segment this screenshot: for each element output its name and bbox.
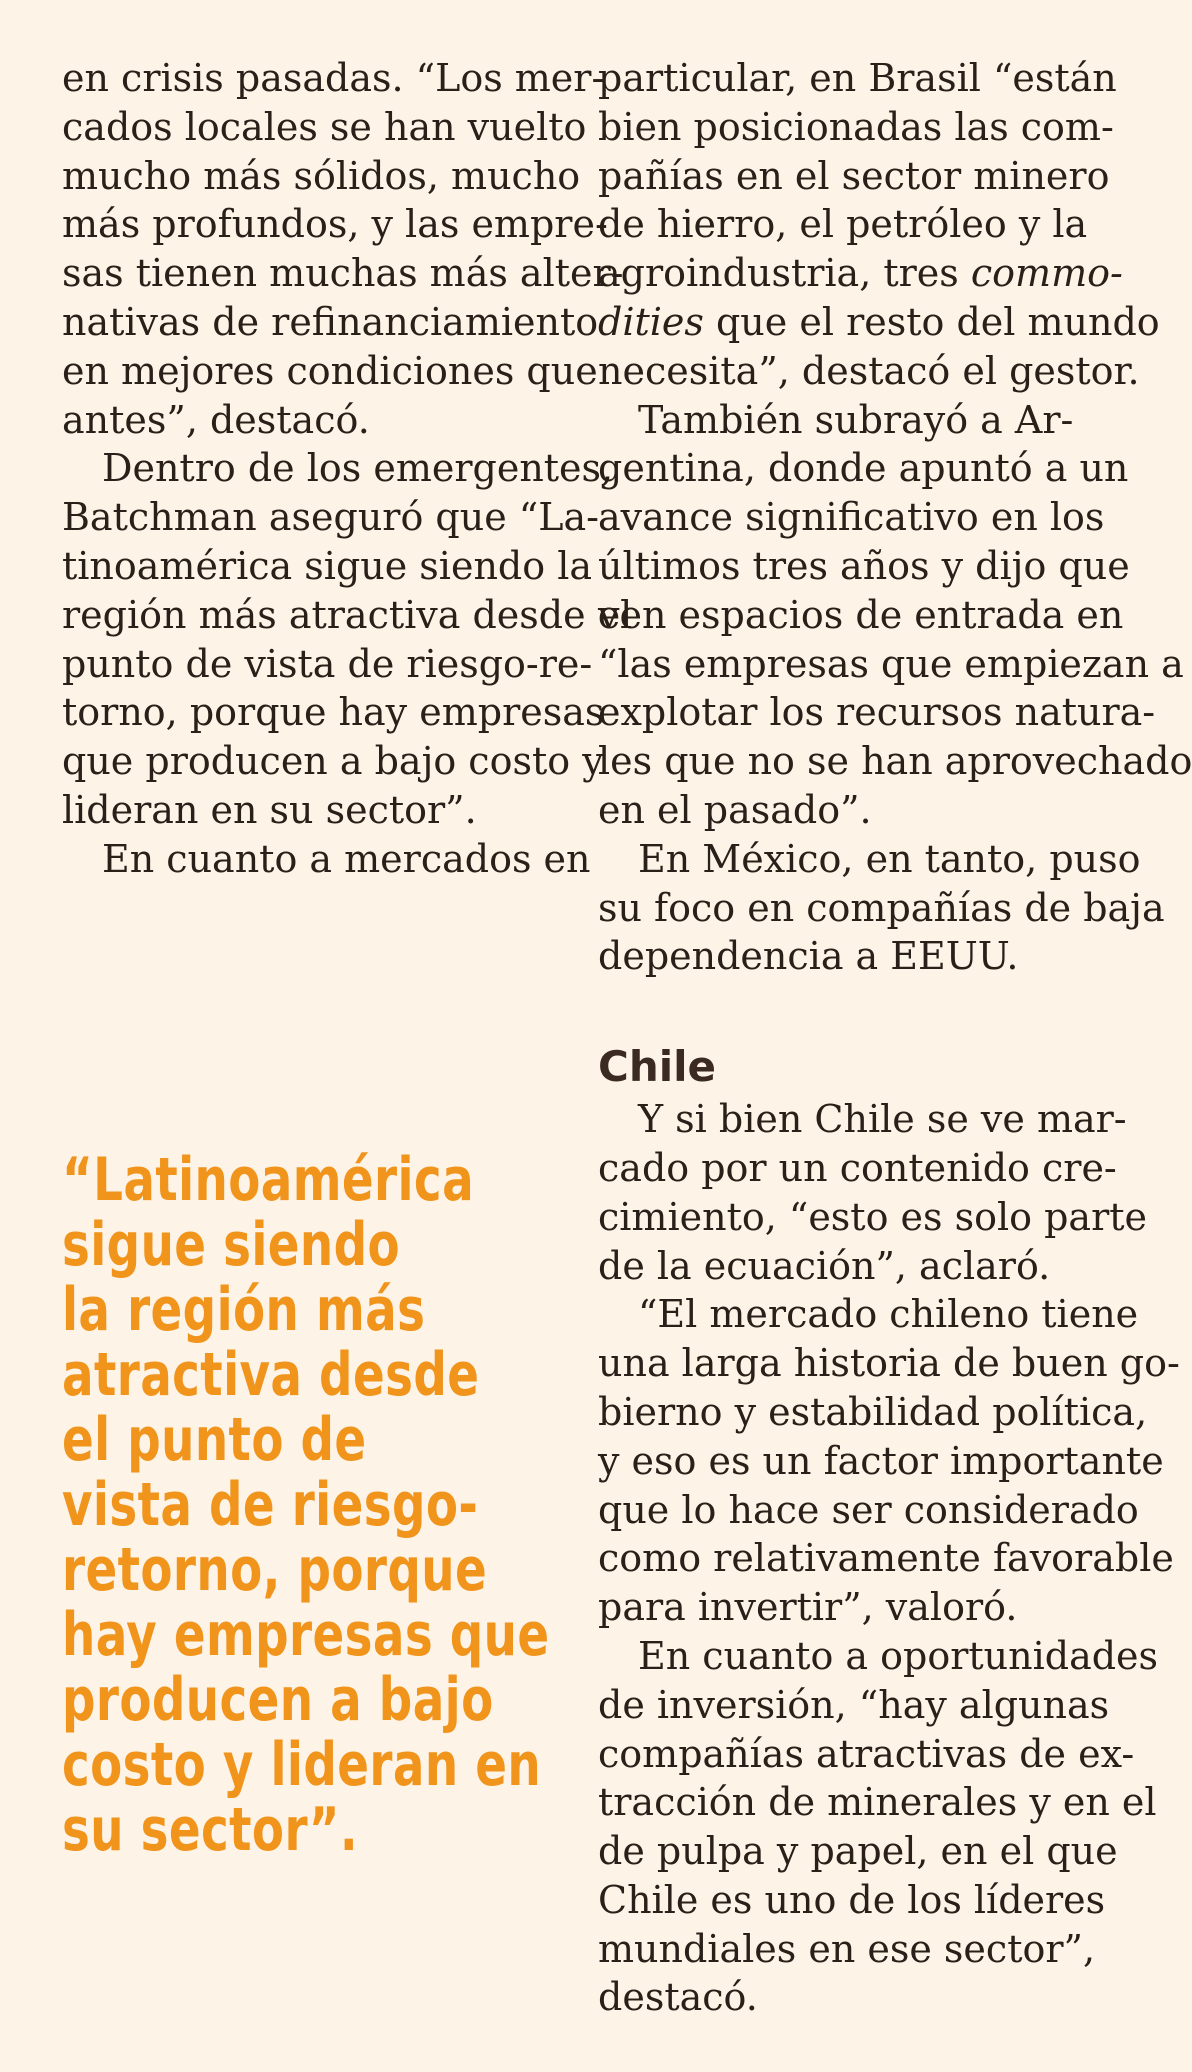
text-line: como relativamente favorable — [598, 1536, 1174, 1581]
pull-quote-line: hay empresas que — [62, 1600, 550, 1670]
text-line — [598, 249, 1123, 298]
right-paragraph-4 — [598, 1095, 1147, 1290]
text-line: En cuanto a mercados en — [102, 836, 591, 881]
text-segment: que el resto del mundo — [703, 299, 1160, 344]
text-line: ven espacios de entrada en — [598, 592, 1124, 637]
italic-term: dities — [598, 299, 704, 344]
pull-quote-line: su sector”. — [62, 1795, 359, 1865]
text-line: lideran en su sector”. — [62, 787, 477, 832]
text-line: destacó. — [598, 1975, 758, 2020]
left-column — [62, 54, 633, 884]
left-paragraph-3 — [62, 835, 591, 884]
text-line: dependencia a EEUU. — [598, 934, 1019, 979]
text-line: cimiento, “esto es solo parte — [598, 1194, 1147, 1239]
text-line: bierno y estabilidad política, — [598, 1389, 1148, 1434]
pull-quote — [62, 1145, 550, 1865]
text-line: También subrayó a Ar- — [638, 397, 1074, 442]
text-line: antes”, destacó. — [62, 397, 370, 442]
text-line: de inversión, “hay algunas — [598, 1682, 1110, 1727]
text-line: sas tienen muchas más alter- — [62, 251, 624, 296]
text-line: mundiales en ese sector”, — [598, 1926, 1096, 1971]
text-line — [598, 298, 1160, 347]
text-line: “las empresas que empiezan a — [598, 641, 1184, 686]
text-line: En México, en tanto, puso — [638, 836, 1141, 881]
pull-quote-line: la región más — [62, 1275, 426, 1345]
text-line: Batchman aseguró que “La- — [62, 495, 599, 540]
text-line: su foco en compañías de baja — [598, 885, 1165, 930]
text-line: Y si bien Chile se ve mar- — [638, 1097, 1127, 1142]
text-line: en mejores condiciones que — [62, 348, 598, 393]
text-line: en el pasado”. — [598, 787, 872, 832]
text-line: pañías en el sector minero — [598, 153, 1110, 198]
text-line: torno, porque hay empresas — [62, 690, 605, 735]
text-line: cados locales se han vuelto — [62, 104, 587, 149]
text-line: les que no se han aprovechado — [598, 739, 1192, 784]
text-line: particular, en Brasil “están — [598, 56, 1117, 100]
text-line: avance significativo en los — [598, 495, 1105, 540]
text-line: “El mercado chileno tiene — [638, 1292, 1139, 1337]
italic-term: commo- — [970, 251, 1123, 296]
text-line: una larga historia de buen go- — [598, 1341, 1180, 1386]
text-line: para invertir”, valoró. — [598, 1585, 1018, 1630]
text-line: de pulpa y papel, en el que — [598, 1829, 1118, 1874]
text-line: En cuanto a oportunidades — [638, 1633, 1159, 1678]
text-line: gentina, donde apuntó a un — [598, 446, 1129, 491]
right-paragraph-5 — [598, 1290, 1180, 1632]
text-line: de la ecuación”, aclaró. — [598, 1243, 1051, 1288]
text-segment: agroindustria, tres — [598, 251, 959, 296]
section-spacer — [598, 981, 1080, 1039]
left-paragraph-2 — [62, 444, 633, 834]
section-heading: Chile — [598, 1042, 717, 1092]
right-paragraph-2 — [598, 396, 1192, 835]
pull-quote-line: costo y lideran en — [62, 1730, 542, 1800]
text-line: compañías atractivas de ex- — [598, 1731, 1135, 1776]
pull-quote-line: atractiva desde — [62, 1340, 480, 1410]
text-line: y eso es un factor importante — [598, 1438, 1164, 1483]
right-column — [598, 54, 1192, 2022]
right-paragraph-6 — [598, 1632, 1159, 2022]
text-line: en crisis pasadas. “Los mer- — [62, 56, 605, 100]
pull-quote-line: retorno, porque — [62, 1535, 488, 1605]
text-line: que lo hace ser considerado — [598, 1487, 1139, 1532]
right-paragraph-3 — [598, 835, 1165, 981]
text-line: Chile es uno de los líderes — [598, 1877, 1106, 1922]
pull-quote-line: el punto de — [62, 1405, 367, 1475]
pull-quote-line: sigue siendo — [62, 1210, 401, 1280]
pull-quote-line: “Latinoamérica — [62, 1145, 475, 1215]
right-paragraph-1 — [598, 54, 1160, 396]
text-line: nativas de refinanciamiento — [62, 299, 599, 344]
text-line: cado por un contenido cre- — [598, 1145, 1117, 1190]
left-paragraph-1 — [62, 54, 624, 444]
pull-quote-line: vista de riesgo- — [62, 1470, 479, 1540]
text-line: de hierro, el petróleo y la — [598, 202, 1088, 247]
text-line: explotar los recursos natura- — [598, 690, 1156, 735]
text-line: punto de vista de riesgo-re- — [62, 641, 593, 686]
text-line: tinoamérica sigue siendo la — [62, 543, 593, 588]
text-line: mucho más sólidos, mucho — [62, 153, 581, 198]
text-line: necesita”, destacó el gestor. — [598, 348, 1140, 393]
text-line: bien posicionadas las com- — [598, 104, 1114, 149]
text-line: que producen a bajo costo y — [62, 739, 604, 784]
text-line: últimos tres años y dijo que — [598, 543, 1130, 588]
text-line: región más atractiva desde el — [62, 592, 633, 637]
text-line: Dentro de los emergentes, — [102, 446, 614, 491]
text-line: tracción de minerales y en el — [598, 1780, 1157, 1825]
text-line: más profundos, y las empre- — [62, 202, 608, 247]
pull-quote-line: producen a bajo — [62, 1665, 494, 1735]
